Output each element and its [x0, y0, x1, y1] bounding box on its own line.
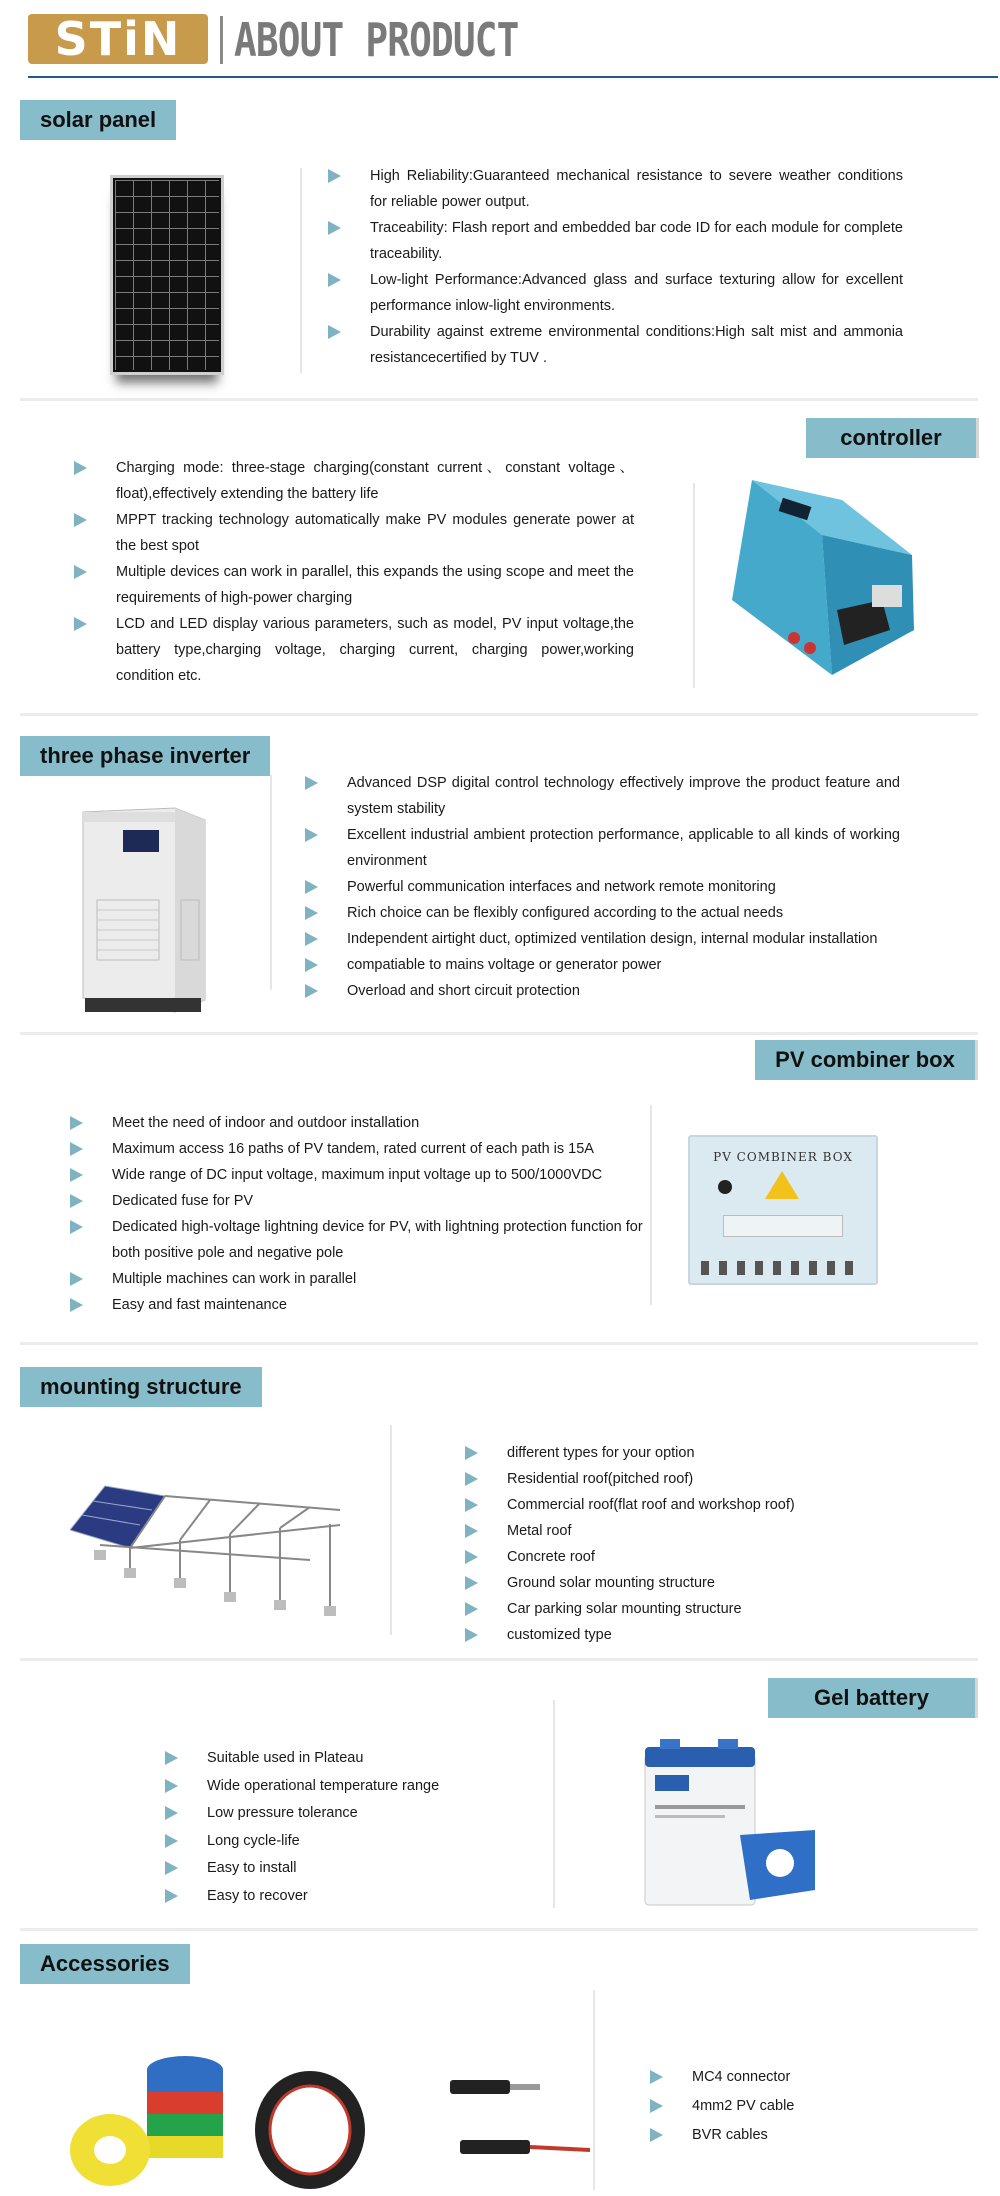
- list-item: Low-light Performance:Advanced glass and surface texturing allow for excellent performance inlow-light environments.: [328, 267, 903, 319]
- bullet-icon: [165, 1751, 178, 1765]
- bullet-icon: [650, 2099, 663, 2113]
- bullet-icon: [74, 617, 87, 631]
- bullet-icon: [328, 325, 341, 339]
- section-title-controller: controller: [806, 418, 976, 458]
- battery-features: [165, 1745, 545, 1910]
- list-item: Easy and fast maintenance: [70, 1292, 650, 1318]
- column-divider: [693, 483, 695, 688]
- column-divider: [270, 775, 272, 990]
- section-divider: [20, 1928, 978, 1931]
- bullet-icon: [165, 1806, 178, 1820]
- list-item: Rich choice can be flexibly configured according to the actual needs: [305, 900, 900, 926]
- combiner-box-image: [683, 1135, 883, 1295]
- list-item: Metal roof: [465, 1518, 885, 1544]
- bullet-icon: [74, 565, 87, 579]
- bullet-icon: [465, 1524, 478, 1538]
- list-item: customized type: [465, 1622, 885, 1648]
- section-divider: [20, 713, 978, 716]
- list-item: compatiable to mains voltage or generator power: [305, 952, 900, 978]
- bullet-icon: [74, 513, 87, 527]
- combiner-box-label: PV COMBINER BOX: [713, 1150, 853, 1164]
- mounting-structure-image: [70, 1470, 350, 1620]
- section-title-battery: Gel battery: [768, 1678, 975, 1718]
- column-divider: [553, 1700, 555, 1908]
- list-item: different types for your option: [465, 1440, 885, 1466]
- list-item: Multiple machines can work in parallel: [70, 1266, 650, 1292]
- list-item: MC4 connector: [650, 2063, 950, 2092]
- list-item: Durability against extreme environmental conditions:High salt mist and ammonia resistancecertified by TUV .: [328, 319, 903, 371]
- column-divider: [593, 1990, 595, 2190]
- list-item: LCD and LED display various parameters, such as model, PV input voltage,the battery type,charging voltage, charging current, charging power,working condition etc.: [74, 611, 634, 689]
- list-item: Long cycle-life: [165, 1828, 545, 1856]
- list-item: Charging mode: three-stage charging(constant current、constant voltage、float),effectively extending the battery life: [74, 455, 634, 507]
- bullet-icon: [465, 1472, 478, 1486]
- list-item: Commercial roof(flat roof and workshop roof): [465, 1492, 885, 1518]
- bullet-icon: [70, 1272, 83, 1286]
- bullet-icon: [465, 1628, 478, 1642]
- column-divider: [650, 1105, 652, 1305]
- mounting-types: [465, 1440, 885, 1648]
- bullet-icon: [70, 1194, 83, 1208]
- list-item: Low pressure tolerance: [165, 1800, 545, 1828]
- brand-logo-text: STiN: [54, 12, 182, 66]
- bullet-icon: [70, 1142, 83, 1156]
- bullet-icon: [165, 1861, 178, 1875]
- list-item: Dedicated fuse for PV: [70, 1188, 650, 1214]
- list-item: Easy to recover: [165, 1883, 545, 1911]
- bullet-icon: [465, 1576, 478, 1590]
- bullet-icon: [305, 828, 318, 842]
- section-divider: [20, 1342, 978, 1345]
- inverter-image: [75, 800, 215, 1020]
- bullet-icon: [650, 2128, 663, 2142]
- section-title-mounting: mounting structure: [20, 1367, 262, 1407]
- bullet-icon: [305, 906, 318, 920]
- bullet-icon: [165, 1779, 178, 1793]
- page-title: ABOUT PRODUCT: [234, 13, 519, 67]
- bullet-icon: [70, 1116, 83, 1130]
- bullet-icon: [305, 958, 318, 972]
- bullet-icon: [305, 776, 318, 790]
- column-divider: [300, 168, 302, 373]
- bullet-icon: [328, 273, 341, 287]
- list-item: Multiple devices can work in parallel, this expands the using scope and meet the requirements of high-power charging: [74, 559, 634, 611]
- list-item: High Reliability:Guaranteed mechanical resistance to severe weather conditions for reliable power output.: [328, 163, 903, 215]
- solar-panel-image: [110, 175, 224, 375]
- bullet-icon: [465, 1602, 478, 1616]
- bullet-icon: [305, 932, 318, 946]
- list-item: Overload and short circuit protection: [305, 978, 900, 1004]
- list-item: Easy to install: [165, 1855, 545, 1883]
- list-item: Maximum access 16 paths of PV tandem, rated current of each path is 15A: [70, 1136, 650, 1162]
- list-item: MPPT tracking technology automatically make PV modules generate power at the best spot: [74, 507, 634, 559]
- brand-logo: [28, 14, 208, 64]
- list-item: 4mm2 PV cable: [650, 2092, 950, 2121]
- bullet-icon: [70, 1168, 83, 1182]
- list-item: Advanced DSP digital control technology effectively improve the product feature and system stability: [305, 770, 900, 822]
- section-divider: [20, 1658, 978, 1661]
- list-item: Suitable used in Plateau: [165, 1745, 545, 1773]
- bullet-icon: [328, 169, 341, 183]
- bullet-icon: [74, 461, 87, 475]
- bullet-icon: [165, 1889, 178, 1903]
- gel-battery-image: [640, 1735, 820, 1915]
- bullet-icon: [465, 1498, 478, 1512]
- list-item: Ground solar mounting structure: [465, 1570, 885, 1596]
- bullet-icon: [465, 1446, 478, 1460]
- bullet-icon: [70, 1298, 83, 1312]
- header-separator: [220, 16, 223, 64]
- section-divider: [20, 398, 978, 401]
- list-item: Car parking solar mounting structure: [465, 1596, 885, 1622]
- accessories-image: [70, 2040, 590, 2190]
- list-item: Concrete roof: [465, 1544, 885, 1570]
- bullet-icon: [305, 984, 318, 998]
- bullet-icon: [165, 1834, 178, 1848]
- list-item: Powerful communication interfaces and network remote monitoring: [305, 874, 900, 900]
- list-item: Independent airtight duct, optimized ventilation design, internal modular installation: [305, 926, 900, 952]
- bullet-icon: [465, 1550, 478, 1564]
- list-item: Wide range of DC input voltage, maximum input voltage up to 500/1000VDC: [70, 1162, 650, 1188]
- section-divider: [20, 1032, 978, 1035]
- list-item: Residential roof(pitched roof): [465, 1466, 885, 1492]
- bullet-icon: [650, 2070, 663, 2084]
- section-title-inverter: three phase inverter: [20, 736, 270, 776]
- section-title-accessories: Accessories: [20, 1944, 190, 1984]
- list-item: Meet the need of indoor and outdoor installation: [70, 1110, 650, 1136]
- solar-panel-features: [328, 163, 903, 371]
- list-item: BVR cables: [650, 2121, 950, 2150]
- controller-features: [74, 455, 634, 689]
- list-item: Traceability: Flash report and embedded bar code ID for each module for complete traceability.: [328, 215, 903, 267]
- accessories-list: [650, 2063, 950, 2150]
- bullet-icon: [70, 1220, 83, 1234]
- column-divider: [390, 1425, 392, 1635]
- section-title-solar-panel: solar panel: [20, 100, 176, 140]
- list-item: Wide operational temperature range: [165, 1773, 545, 1801]
- list-item: Excellent industrial ambient protection performance, applicable to all kinds of working environment: [305, 822, 900, 874]
- controller-image: [722, 480, 922, 690]
- bullet-icon: [328, 221, 341, 235]
- combiner-features: [70, 1110, 650, 1318]
- list-item: Dedicated high-voltage lightning device for PV, with lightning protection function for both positive pole and negative pole: [70, 1214, 650, 1266]
- inverter-features: [305, 770, 900, 1004]
- bullet-icon: [305, 880, 318, 894]
- section-title-combiner: PV combiner box: [755, 1040, 975, 1080]
- warning-icon: [765, 1171, 799, 1199]
- header-rule: [28, 76, 998, 78]
